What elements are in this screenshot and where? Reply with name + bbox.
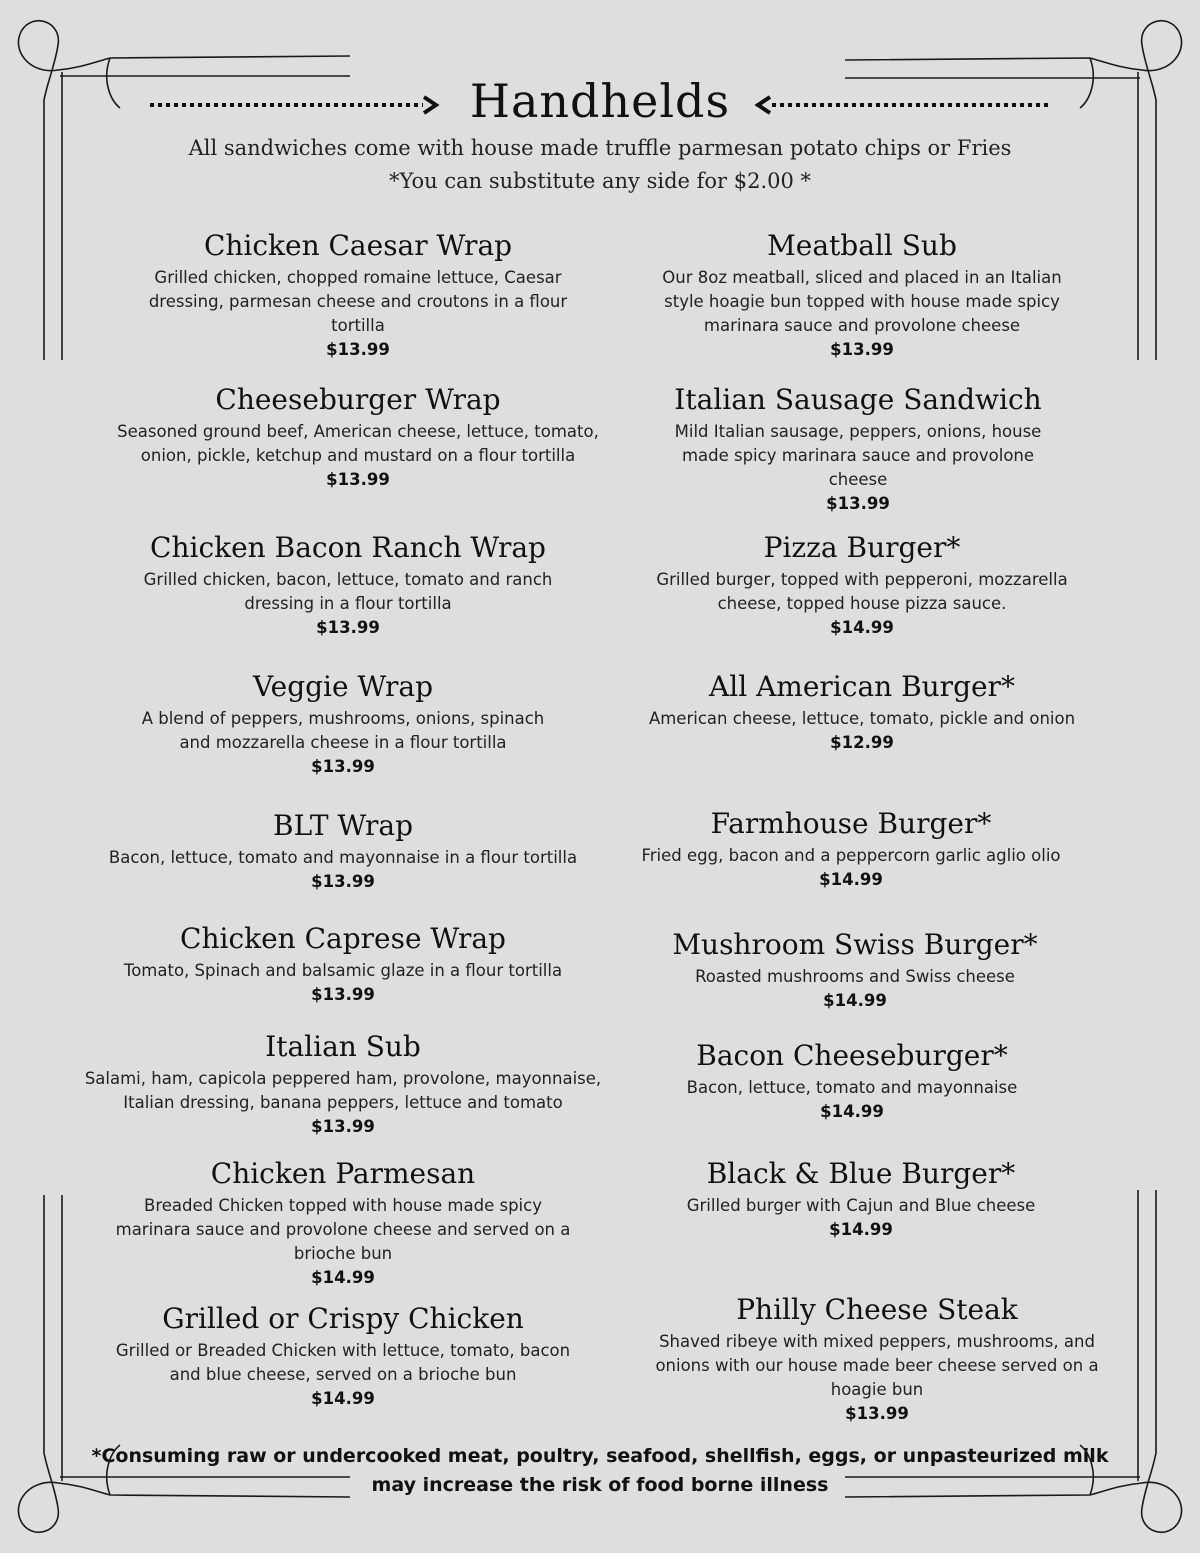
item-name: Chicken Caesar Wrap (203, 229, 513, 262)
menu-item (621, 806, 1081, 892)
item-name: Italian Sausage Sandwich (674, 383, 1042, 416)
arrow-left-icon (752, 88, 1052, 122)
disclaimer-line-2: may increase the risk of food borne illness (371, 1474, 829, 1496)
item-price: $14.99 (820, 1102, 884, 1121)
item-price: $13.99 (326, 470, 390, 489)
item-name: Black & Blue Burger* (706, 1157, 1016, 1190)
item-name: Pizza Burger* (763, 531, 961, 564)
item-name: Cheeseburger Wrap (215, 383, 501, 416)
item-price: $13.99 (311, 872, 375, 891)
item-price: $13.99 (326, 340, 390, 359)
item-description: Tomato, Spinach and balsamic glaze in a flour tortilla (123, 961, 563, 980)
item-description: Bacon, lettuce, tomato and mayonnaise in a flour tortilla (108, 848, 578, 867)
item-description: A blend of peppers, mushrooms, onions, spinach and mozzarella cheese in a flour tortilla (141, 709, 545, 752)
item-price: $13.99 (830, 340, 894, 359)
menu-item (98, 808, 588, 894)
item-description: Grilled burger with Cajun and Blue cheese (686, 1196, 1036, 1215)
menu-item (98, 382, 618, 492)
item-name: Meatball Sub (767, 229, 957, 262)
item-description: Shaved ribeye with mixed peppers, mushrooms, and onions with our house made beer cheese served on a hoagie bun (655, 1332, 1099, 1399)
item-name: Chicken Parmesan (210, 1157, 476, 1190)
item-price: $13.99 (845, 1404, 909, 1423)
menu-item (652, 1292, 1102, 1426)
menu-item (661, 1156, 1061, 1242)
item-price: $14.99 (311, 1389, 375, 1408)
menu-item (103, 1301, 583, 1411)
item-price: $14.99 (823, 991, 887, 1010)
item-name: Mushroom Swiss Burger* (672, 928, 1038, 961)
item-price: $13.99 (311, 985, 375, 1004)
item-description: Grilled chicken, chopped romaine lettuce, Caesar dressing, parmesan cheese and croutons in a flour tortilla (148, 268, 568, 335)
item-description: Fried egg, bacon and a peppercorn garlic aglio olio (641, 846, 1061, 865)
item-description: Mild Italian sausage, peppers, onions, house made spicy marinara sauce and provolone cheese (674, 422, 1042, 489)
menu-item (652, 228, 1072, 362)
item-name: Italian Sub (265, 1030, 421, 1063)
item-name: Veggie Wrap (252, 670, 434, 703)
item-price: $12.99 (830, 733, 894, 752)
item-description: Roasted mushrooms and Swiss cheese (695, 967, 1015, 986)
substitution-note: *You can substitute any side for $2.00 * (388, 169, 812, 193)
item-description: Grilled or Breaded Chicken with lettuce, tomato, bacon and blue cheese, served on a brioche bun (115, 1341, 571, 1384)
item-description: Salami, ham, capicola peppered ham, provolone, mayonnaise, Italian dressing, banana peppers, lettuce and tomato (84, 1069, 602, 1112)
menu-item (108, 1156, 578, 1290)
menu-item (658, 382, 1058, 516)
item-name: Farmhouse Burger* (710, 807, 992, 840)
food-safety-disclaimer (0, 1442, 1200, 1500)
item-price: $13.99 (826, 494, 890, 513)
item-name: Chicken Caprese Wrap (180, 922, 506, 955)
disclaimer-line-1: *Consuming raw or undercooked meat, poultry, seafood, shellfish, eggs, or unpasteurized milk (91, 1445, 1109, 1467)
menu-item (655, 927, 1055, 1013)
item-description: Grilled chicken, bacon, lettuce, tomato and ranch dressing in a flour tortilla (143, 570, 553, 613)
item-name: All American Burger* (709, 670, 1015, 703)
item-price: $14.99 (819, 870, 883, 889)
item-description: Our 8oz meatball, sliced and placed in an Italian style hoagie bun topped with house made spicy marinara sauce and provolone cheese (662, 268, 1062, 335)
item-description: Grilled burger, topped with pepperoni, mozzarella cheese, topped house pizza sauce. (656, 570, 1068, 613)
menu-item (128, 530, 568, 640)
item-price: $14.99 (829, 1220, 893, 1239)
menu-item (138, 669, 548, 779)
item-price: $13.99 (316, 618, 380, 637)
item-name: Grilled or Crispy Chicken (162, 1302, 524, 1335)
menu-item (652, 1038, 1052, 1124)
sides-note: All sandwiches come with house made truffle parmesan potato chips or Fries (188, 136, 1012, 160)
item-name: Chicken Bacon Ranch Wrap (150, 531, 546, 564)
menu-item (108, 921, 578, 1007)
page-title: Handhelds (469, 74, 731, 128)
item-description: Seasoned ground beef, American cheese, lettuce, tomato, onion, pickle, ketchup and mustard on a flour tortilla (117, 422, 599, 465)
menu-item (83, 1029, 603, 1139)
item-name: Bacon Cheeseburger* (696, 1039, 1008, 1072)
item-description: Bacon, lettuce, tomato and mayonnaise (686, 1078, 1018, 1097)
menu-item (637, 669, 1087, 755)
item-price: $14.99 (311, 1268, 375, 1287)
item-name: Philly Cheese Steak (736, 1293, 1018, 1326)
item-name: BLT Wrap (273, 809, 413, 842)
menu-item (138, 228, 578, 362)
item-price: $13.99 (311, 1117, 375, 1136)
menu-item (637, 530, 1087, 640)
item-price: $13.99 (311, 757, 375, 776)
item-description: Breaded Chicken topped with house made spicy marinara sauce and provolone cheese and served on a brioche bun (115, 1196, 571, 1263)
item-price: $14.99 (830, 618, 894, 637)
item-description: American cheese, lettuce, tomato, pickle and onion (648, 709, 1076, 728)
